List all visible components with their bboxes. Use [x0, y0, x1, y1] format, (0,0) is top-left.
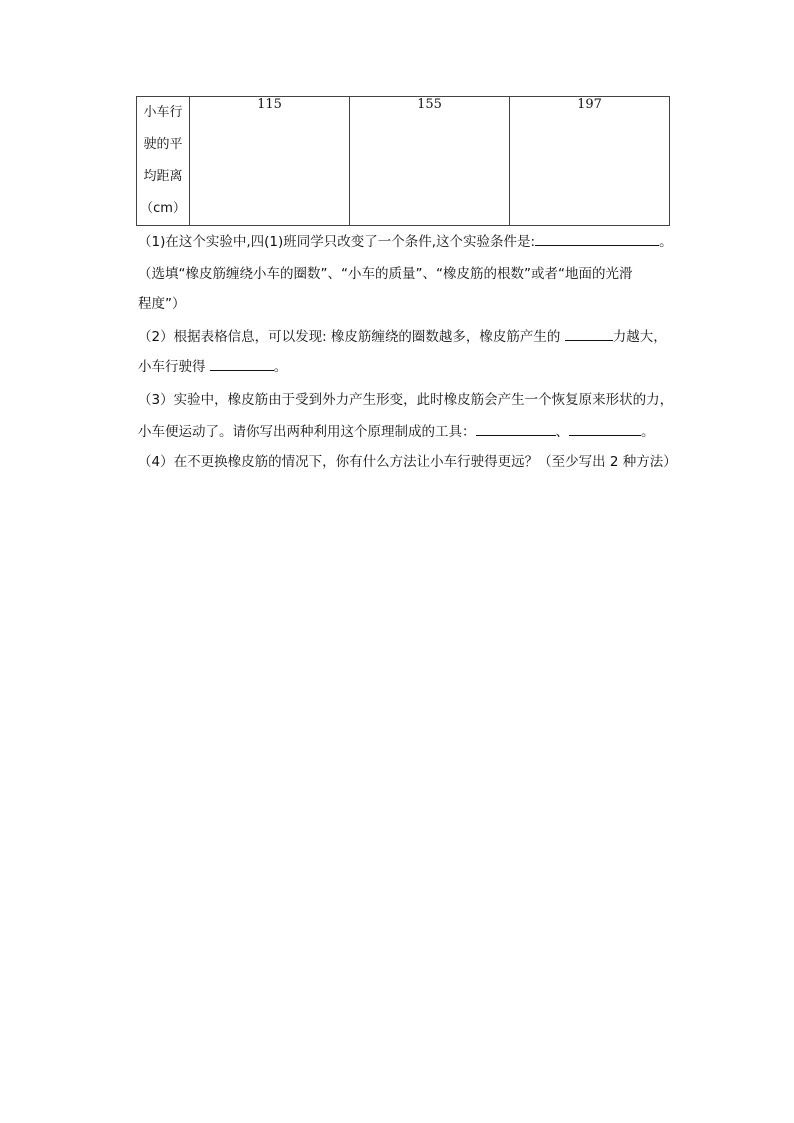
- row-label-line: 均距离: [143, 169, 183, 184]
- answer-blank-5[interactable]: [569, 421, 641, 436]
- question-2: [138, 326, 686, 347]
- results-table: [136, 96, 670, 226]
- question-3-line1: （3）实验中，橡皮筋由于受到外力产生形变，此时橡皮筋会产生一个恢复原来形状的力，: [138, 392, 674, 408]
- row-label-average-distance: [137, 97, 190, 226]
- question-1: [138, 231, 686, 252]
- table-cell-value-3: 197: [510, 97, 670, 226]
- answer-blank-3[interactable]: [210, 356, 274, 371]
- question-2-line2-suffix: 。: [273, 359, 288, 375]
- question-2-cont: [138, 356, 686, 377]
- question-2-line2: 小车行驶得: [138, 359, 206, 375]
- question-1-note-line2: 程度”）: [138, 296, 186, 312]
- answer-blank-1[interactable]: [535, 231, 659, 246]
- question-1-note-line1: （选填“橡皮筋缠绕小车的圈数”、“小车的质量”、“橡皮筋的根数”或者“地面的光滑: [138, 266, 633, 282]
- table-row: [137, 97, 670, 226]
- row-label-line: 驶的平: [143, 137, 183, 152]
- question-1-note: [138, 264, 686, 284]
- table-cell-value-2: 155: [350, 97, 510, 226]
- question-3-separator: 、: [555, 424, 569, 440]
- answer-blank-2[interactable]: [565, 326, 613, 341]
- question-1-suffix: 。: [659, 234, 673, 250]
- question-1-text: （1)在这个实验中,四(1)班同学只改变了一个条件,这个实验条件是:: [138, 234, 536, 250]
- question-1-note-cont: [138, 294, 686, 314]
- question-2-suffix: 力越大，: [612, 329, 667, 345]
- table-cell-value-1: 115: [190, 97, 350, 226]
- question-4: [138, 452, 686, 472]
- question-3-cont: [138, 421, 686, 442]
- question-2-text: （2）根据表格信息，可以发现: 橡皮筋缠绕的圈数越多，橡皮筋产生的: [138, 329, 561, 345]
- question-3-line2: 小车便运动了。请你写出两种利用这个原理制成的工具：: [138, 424, 476, 440]
- answer-blank-4[interactable]: [476, 421, 556, 436]
- question-3: [138, 390, 686, 410]
- question-3-suffix: 。: [641, 424, 655, 440]
- row-label-line: 小车行: [143, 105, 183, 120]
- row-label-line: （cm）: [140, 201, 186, 216]
- question-4-line1: （4）在不更换橡皮筋的情况下，你有什么方法让小车行驶得更远？（至少写出 2 种方法）: [138, 454, 677, 470]
